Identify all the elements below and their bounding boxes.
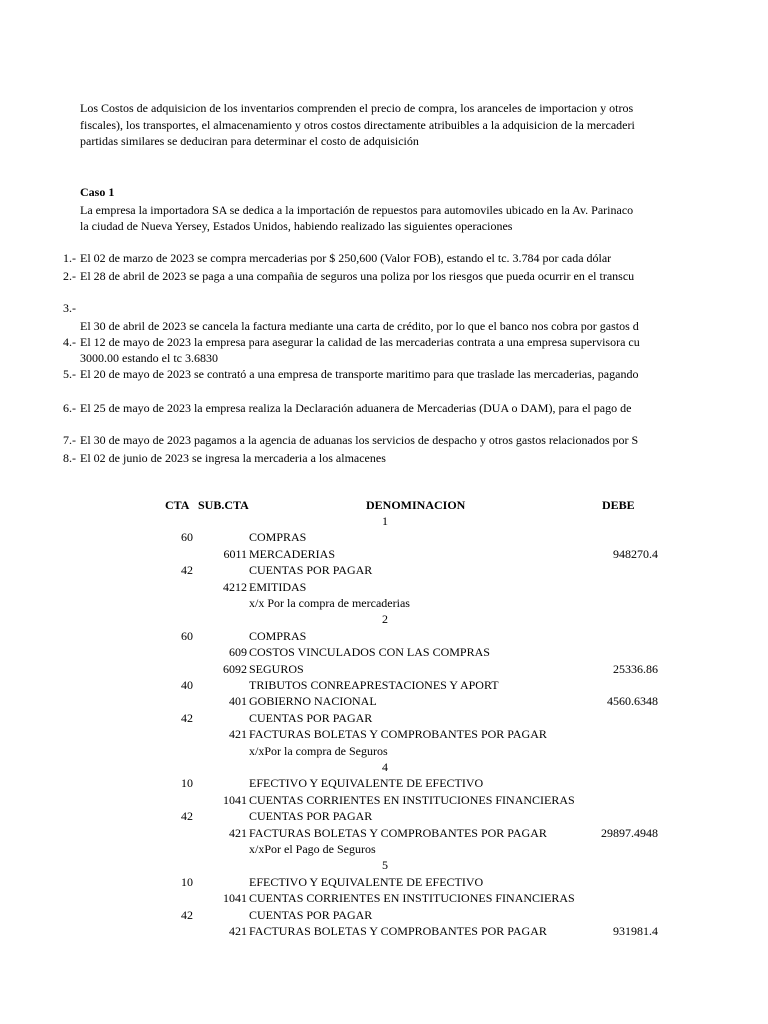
operation-text: El 20 de mayo de 2023 se contrató a una empresa de transporte maritimo para que traslade las mercaderias, pagando <box>80 367 639 381</box>
row-denominacion: EMITIDAS <box>249 580 307 594</box>
operation-number: 2.- <box>63 269 76 283</box>
row-denominacion: CUENTAS CORRIENTES EN INSTITUCIONES FINANCIERAS <box>249 793 575 807</box>
row-denominacion: FACTURAS BOLETAS Y COMPROBANTES POR PAGAR <box>249 924 547 938</box>
row-denominacion: CUENTAS POR PAGAR <box>249 563 373 577</box>
header-debe: DEBE <box>602 498 635 512</box>
row-denominacion: COSTOS VINCULADOS CON LAS COMPRAS <box>249 645 490 659</box>
operation-text: El 12 de mayo de 2023 la empresa para asegurar la calidad de las mercaderias contrata a una empresa supervisora cu <box>80 335 640 349</box>
row-subcta: 4212 <box>223 580 247 594</box>
row-subcta: 6011 <box>223 547 247 561</box>
row-cta: 42 <box>181 809 193 823</box>
row-subcta: 421 <box>229 727 247 741</box>
row-cta: 10 <box>181 875 193 889</box>
row-subcta: 6092 <box>223 662 247 676</box>
row-cta: 42 <box>181 711 193 725</box>
row-denominacion: MERCADERIAS <box>249 547 336 561</box>
row-subcta: 401 <box>229 694 247 708</box>
operation-text: El 02 de junio de 2023 se ingresa la mercaderia a los almacenes <box>80 451 386 465</box>
entry-number: 2 <box>382 612 388 626</box>
row-denominacion: FACTURAS BOLETAS Y COMPROBANTES POR PAGAR <box>249 826 547 840</box>
case-title: Caso 1 <box>80 185 115 199</box>
row-denominacion: CUENTAS POR PAGAR <box>249 809 373 823</box>
row-subcta: 421 <box>229 826 247 840</box>
row-subcta: 1041 <box>223 793 247 807</box>
row-denominacion: EFECTIVO Y EQUIVALENTE DE EFECTIVO <box>249 776 484 790</box>
row-denominacion: COMPRAS <box>249 530 307 544</box>
operation-text: El 30 de mayo de 2023 pagamos a la agencia de aduanas los servicios de despacho y otros gastos relacionados por S <box>80 433 639 447</box>
row-denominacion: x/xPor el Pago de Seguros <box>249 842 376 856</box>
operation-number: 7.- <box>63 433 76 447</box>
row-denominacion: SEGUROS <box>249 662 304 676</box>
operation-number: 6.- <box>63 401 76 415</box>
operation-number: 3.- <box>63 301 76 315</box>
row-denominacion: COMPRAS <box>249 629 307 643</box>
operation-text: 3000.00 estando el tc 3.6830 <box>80 351 218 365</box>
header-cta: CTA <box>165 498 190 512</box>
entry-number: 4 <box>382 760 388 774</box>
intro-line-3: partidas similares se deduciran para determinar el costo de adquisición <box>80 134 419 148</box>
case-line-2: la ciudad de Nueva Yersey, Estados Unidos, habiendo realizado las siguientes operaciones <box>80 219 513 233</box>
row-denominacion: x/x Por la compra de mercaderias <box>249 596 410 610</box>
row-debe: 29897.4948 <box>601 826 658 840</box>
row-cta: 60 <box>181 530 193 544</box>
row-subcta: 421 <box>229 924 247 938</box>
operation-text: El 30 de abril de 2023 se cancela la factura mediante una carta de crédito, por lo que el banco nos cobra por gastos d <box>80 319 639 333</box>
row-cta: 10 <box>181 776 193 790</box>
intro-line-1: Los Costos de adquisicion de los inventarios comprenden el precio de compra, los aranceles de importacion y otros <box>80 101 634 115</box>
row-denominacion: CUENTAS POR PAGAR <box>249 711 373 725</box>
entry-number: 5 <box>382 858 388 872</box>
row-denominacion: EFECTIVO Y EQUIVALENTE DE EFECTIVO <box>249 875 484 889</box>
entry-number: 1 <box>382 514 388 528</box>
row-denominacion: CUENTAS POR PAGAR <box>249 908 373 922</box>
row-cta: 40 <box>181 678 193 692</box>
row-denominacion: GOBIERNO NACIONAL <box>249 694 377 708</box>
row-cta: 42 <box>181 908 193 922</box>
operation-number: 8.- <box>63 451 76 465</box>
header-denominacion: DENOMINACION <box>366 498 466 512</box>
row-denominacion: FACTURAS BOLETAS Y COMPROBANTES POR PAGAR <box>249 727 547 741</box>
row-debe: 948270.4 <box>613 547 658 561</box>
operation-number: 1.- <box>63 251 76 265</box>
row-debe: 25336.86 <box>613 662 658 676</box>
intro-line-2: fiscales), los transportes, el almacenamiento y otros costos directamente atribuibles a la adquisicion de la mercaderi <box>80 118 635 132</box>
row-denominacion: TRIBUTOS CONREAPRESTACIONES Y APORT <box>249 678 499 692</box>
row-subcta: 609 <box>229 645 247 659</box>
operation-text: El 02 de marzo de 2023 se compra mercaderias por $ 250,600 (Valor FOB), estando el tc. 3.784 por cada dólar <box>80 251 612 265</box>
operation-text: El 25 de mayo de 2023 la empresa realiza la Declaración aduanera de Mercaderias (DUA o DAM), para el pago de <box>80 401 632 415</box>
operation-number: 5.- <box>63 367 76 381</box>
row-cta: 42 <box>181 563 193 577</box>
row-debe: 4560.6348 <box>607 694 658 708</box>
row-debe: 931981.4 <box>613 924 658 938</box>
row-subcta: 1041 <box>223 891 247 905</box>
row-denominacion: x/xPor la compra de Seguros <box>249 744 388 758</box>
operation-number: 4.- <box>63 335 76 349</box>
row-denominacion: CUENTAS CORRIENTES EN INSTITUCIONES FINANCIERAS <box>249 891 575 905</box>
case-line-1: La empresa la importadora SA se dedica a la importación de repuestos para automoviles ubicado en la Av. Parinaco <box>80 203 634 217</box>
header-subcta: SUB.CTA <box>198 498 249 512</box>
operation-text: El 28 de abril de 2023 se paga a una compañia de seguros una poliza por los riesgos que pueda ocurrir en el transcu <box>80 269 635 283</box>
row-cta: 60 <box>181 629 193 643</box>
